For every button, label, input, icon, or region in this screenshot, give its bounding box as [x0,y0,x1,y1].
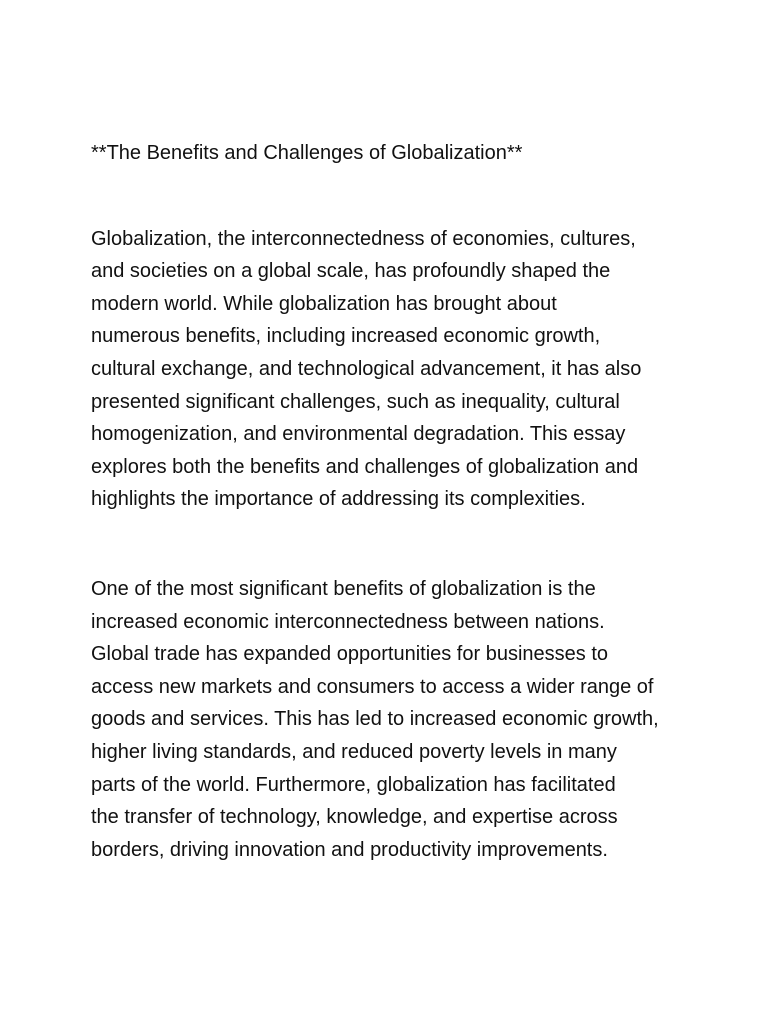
paragraph-line: and societies on a global scale, has profoundly shaped the [91,260,611,283]
paragraph-line: presented significant challenges, such as inequality, cultural [91,390,620,413]
paragraph-line: One of the most significant benefits of globalization is the [91,577,596,600]
paragraph-line: access new markets and consumers to access a wider range of [91,675,654,698]
paragraph-line: modern world. While globalization has brought about [91,292,557,315]
document-title: **The Benefits and Challenges of Globalization** [91,142,523,164]
paragraph-line: highlights the importance of addressing its complexities. [91,488,586,511]
paragraph-line: Global trade has expanded opportunities for businesses to [91,643,609,666]
paragraph-line: goods and services. This has led to increased economic growth, [91,708,659,731]
document-body [91,137,711,923]
paragraph-line: higher living standards, and reduced poverty levels in many [91,740,617,763]
paragraph-introduction [91,223,711,516]
paragraph-line: the transfer of technology, knowledge, and expertise across [91,806,618,829]
paragraph-line: homogenization, and environmental degradation. This essay [91,423,626,446]
paragraph-benefits [91,573,711,866]
paragraph-line: explores both the benefits and challenges of globalization and [91,455,639,478]
paragraph-line: borders, driving innovation and productivity improvements. [91,838,608,861]
paragraph-line: Globalization, the interconnectedness of economies, cultures, [91,227,636,250]
paragraph-line: cultural exchange, and technological advancement, it has also [91,357,642,380]
paragraph-line: numerous benefits, including increased economic growth, [91,325,601,348]
paragraph-line: increased economic interconnectedness between nations. [91,610,605,633]
paragraph-line: parts of the world. Furthermore, globalization has facilitated [91,773,616,796]
